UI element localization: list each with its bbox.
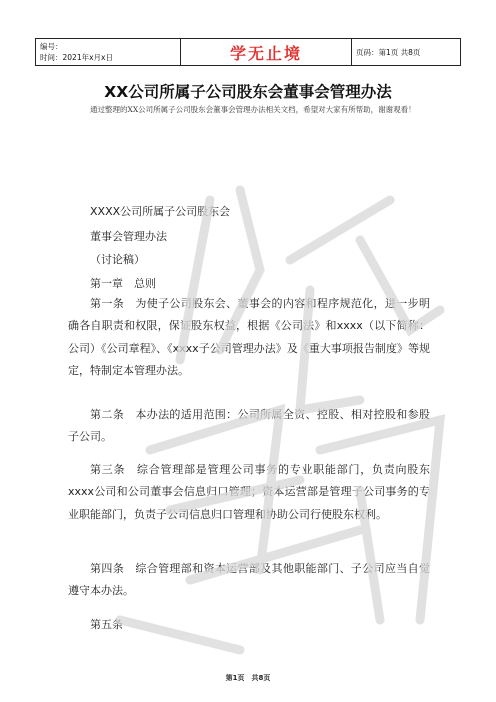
article-5: 第五条: [90, 618, 123, 631]
chapter-heading: 第一章 总则: [90, 277, 156, 290]
number-label: 编号：: [40, 42, 63, 51]
article-4: 第四条 综合管理部和资本运营部及其他职能部门、子公司应当自觉遵守本办法。: [68, 562, 430, 598]
page-footer: 第1页 共8页: [225, 674, 271, 682]
page-info-cell: [352, 39, 461, 66]
page-info: 页码：第1页 共8页: [356, 47, 421, 57]
brand-cell: [181, 39, 352, 66]
body-heading-line-3: （讨论稿）: [90, 253, 145, 266]
article-1: 第一条 为使子公司股东会、董事会的内容和程序规范化，进一步明确各自职责和权限，保证股东权益，根据《公司法》和xxxx（以下简称：公司）《公司章程》、《xxxx子公司管理办法》及《重大事项报告制度》等规定，特制定本管理办法。: [68, 297, 430, 378]
article-3: 第三条 综合管理部是管理公司事务的专业职能部门，负责向股东xxxx公司和公司董事会信息归口管理；资本运营部是管理子公司事务的专业职能部门，负责子公司信息归口管理和协助公司行使股东权利。: [68, 463, 430, 521]
document-intro: 通过整理的XX公司所属子公司股东会董事会管理办法相关文档，希望对大家有所帮助，谢谢观看！: [90, 105, 416, 114]
time-label: 时间：2021年x月x日: [40, 53, 113, 62]
article-2: 第二条 本办法的适用范围：公司所属全资、控股、相对控股和参股子公司。: [68, 408, 430, 444]
header-meta-cell: [36, 39, 181, 66]
brand-text: 学无止境: [229, 43, 302, 63]
body-heading-line-1: XXXX公司所属子公司股东会: [90, 205, 231, 218]
document-title: XX公司所属子公司股东会董事会管理办法: [104, 83, 392, 101]
body-heading-line-2: 董事会管理办法: [90, 230, 167, 243]
header-table: [35, 38, 461, 66]
